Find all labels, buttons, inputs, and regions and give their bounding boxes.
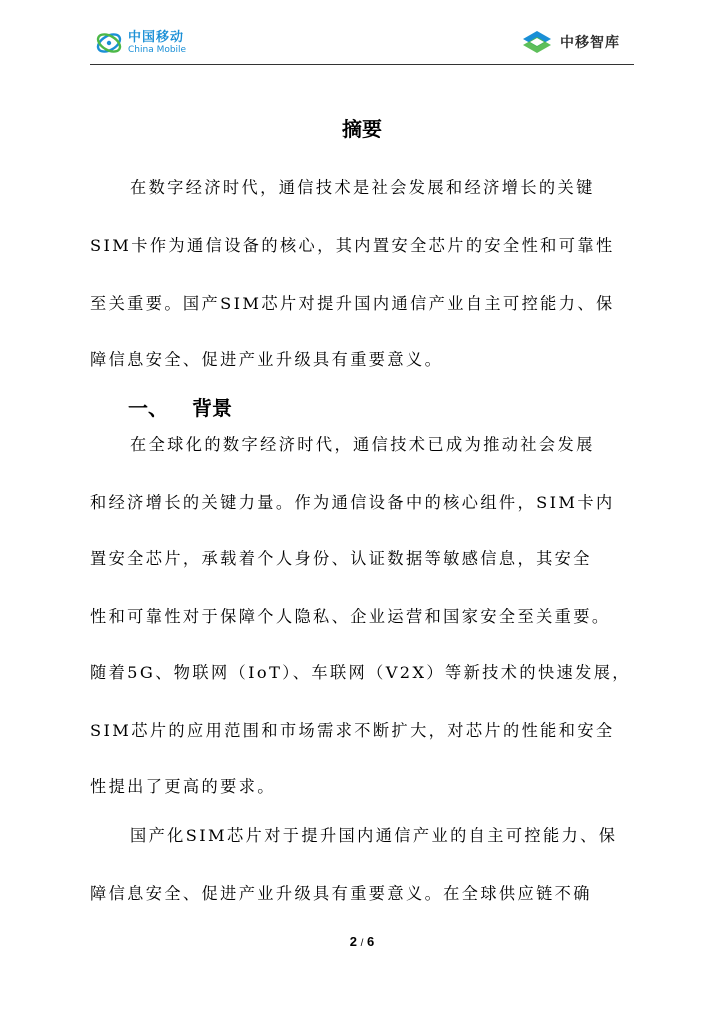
- text-line: 障信息安全、促进产业升级具有重要意义。: [90, 350, 444, 369]
- section-title: 背景: [192, 396, 232, 420]
- text-line: 国产化SIM芯片对于提升国内通信产业的自主可控能力、保: [130, 826, 618, 845]
- current-page: 2: [349, 934, 357, 949]
- text-line: 随着5G、物联网（IoT）、车联网（V2X）等新技术的快速发展，: [90, 663, 631, 682]
- zhongyi-zhiku-name: 中移智库: [560, 35, 620, 51]
- text-line: 性和可靠性对于保障个人隐私、企业运营和国家安全至关重要。: [90, 607, 611, 626]
- china-mobile-logo: [94, 26, 194, 60]
- text-line: 和经济增长的关键力量。作为通信设备中的核心组件，SIM卡内: [90, 493, 615, 512]
- section-number: 一、: [128, 396, 168, 420]
- text-line: 性提出了更高的要求。: [90, 777, 276, 796]
- page-number: [0, 934, 724, 949]
- page-header: [0, 0, 724, 70]
- section-heading: [128, 392, 232, 421]
- page-separator: /: [360, 938, 364, 949]
- page-title: 摘要: [342, 117, 382, 141]
- text-line: 障信息安全、促进产业升级具有重要意义。在全球供应链不确: [90, 884, 592, 903]
- china-mobile-name-cn: 中国移动: [128, 30, 185, 45]
- text-line: 至关重要。国产SIM芯片对提升国内通信产业自主可控能力、保: [90, 294, 615, 313]
- zhongyi-zhiku-logo-icon: [520, 25, 554, 59]
- text-line: SIM卡作为通信设备的核心，其内置安全芯片的安全性和可靠性: [90, 236, 615, 255]
- text-line: 置安全芯片，承载着个人身份、认证数据等敏感信息，其安全: [90, 549, 592, 568]
- header-rule: [90, 64, 634, 65]
- text-line: SIM芯片的应用范围和市场需求不断扩大，对芯片的性能和安全: [90, 721, 615, 740]
- zhongyi-zhiku-logo: [520, 24, 650, 60]
- china-mobile-name-en: China Mobile: [128, 45, 187, 55]
- china-mobile-logo-icon: [94, 28, 124, 58]
- text-line: 在全球化的数字经济时代，通信技术已成为推动社会发展: [130, 435, 595, 454]
- total-pages: 6: [367, 934, 375, 949]
- text-line: 在数字经济时代，通信技术是社会发展和经济增长的关键: [130, 178, 595, 197]
